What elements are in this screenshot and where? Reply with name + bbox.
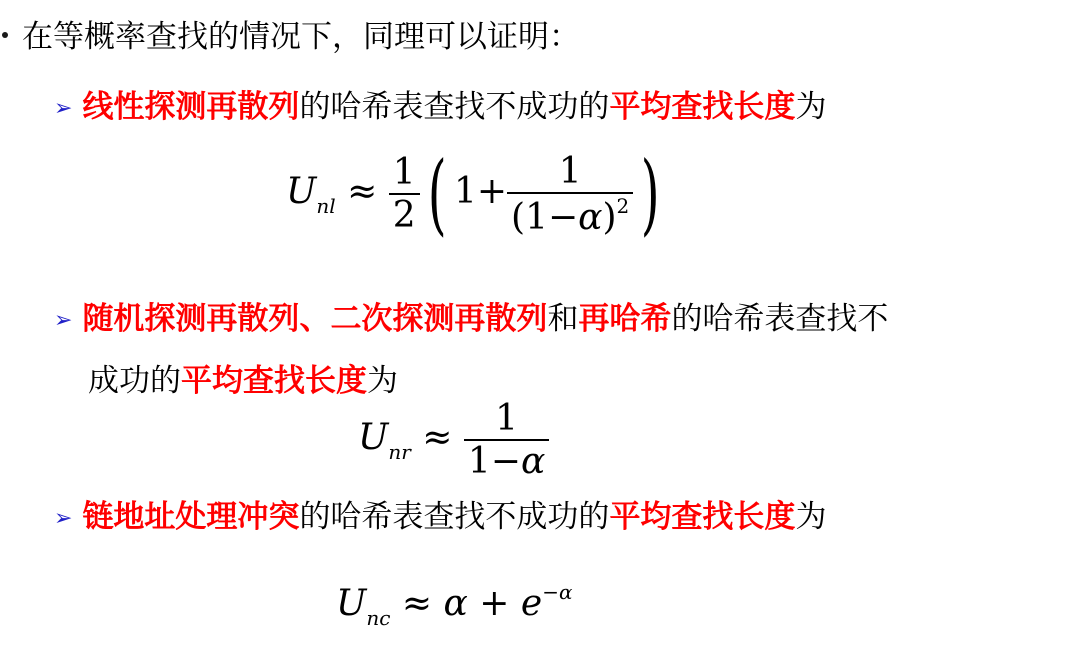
item2-term-2: 二次探测再散列: [330, 301, 548, 337]
item1-asl-term: 平均查找长度: [609, 89, 796, 125]
item-2: [54, 300, 888, 340]
item2-term-3: 再哈希: [578, 301, 672, 337]
item-2-cont: [88, 362, 398, 400]
arrow-bullet-icon: ➢: [54, 308, 73, 333]
intro-text: [22, 18, 580, 56]
item3-term: 链地址处理冲突: [82, 499, 300, 535]
formula3-alpha: α: [443, 583, 468, 624]
formula3-e: e: [520, 583, 543, 624]
item-1: [54, 88, 826, 128]
item2-sep: 、: [299, 301, 331, 337]
item2-suffix: 为: [367, 363, 398, 399]
intro-label: 在等概率查找的情况下，同理可以证明：: [22, 19, 580, 55]
item2-text: 的哈希表查找不: [671, 301, 889, 337]
item2-and: 和: [547, 301, 579, 337]
formula3-approx: ≈: [401, 583, 433, 624]
formula3-U: U: [336, 583, 367, 624]
formula1-inner-frac: $\frac{1}{(1-\alpha)^2}$: [507, 151, 633, 238]
formula1-sub: nl: [316, 194, 336, 218]
item1-suffix: 为: [795, 89, 827, 125]
item3-asl-term: 平均查找长度: [609, 499, 796, 535]
formula1-one-plus: 1+: [453, 171, 508, 212]
left-paren-icon: (: [427, 142, 447, 245]
item2-text-cont: 成功的: [88, 363, 181, 399]
formula2-U: U: [358, 417, 389, 458]
item2-asl-term: 平均查找长度: [181, 363, 367, 399]
formula2-sub: nr: [388, 440, 411, 464]
right-paren-icon: ): [640, 142, 660, 245]
bullet-dot-icon: [2, 32, 8, 38]
formula1-approx: ≈: [347, 171, 378, 212]
item3-text: 的哈希表查找不成功的: [299, 499, 610, 535]
item3-suffix: 为: [795, 499, 827, 535]
item-3: [54, 498, 826, 538]
arrow-bullet-icon: ➢: [54, 506, 73, 531]
formula2-approx: ≈: [422, 417, 453, 458]
item1-text: 的哈希表查找不成功的: [299, 89, 610, 125]
formula3-exp: −α: [542, 580, 573, 604]
formula-1: [286, 142, 668, 245]
formula2-frac: $\frac{1}{1-\alpha}$: [464, 398, 549, 482]
formula3-sub: nc: [366, 606, 391, 630]
item1-term: 线性探测再散列: [82, 89, 300, 125]
formula-2: [358, 398, 549, 482]
item2-term-1: 随机探测再散列: [82, 301, 300, 337]
formula3-plus: +: [479, 583, 510, 624]
arrow-bullet-icon: ➢: [54, 96, 73, 121]
formula1-U: U: [286, 171, 317, 212]
formula1-half: $\frac{1}{2}$: [389, 152, 420, 236]
formula-3: [336, 580, 572, 630]
